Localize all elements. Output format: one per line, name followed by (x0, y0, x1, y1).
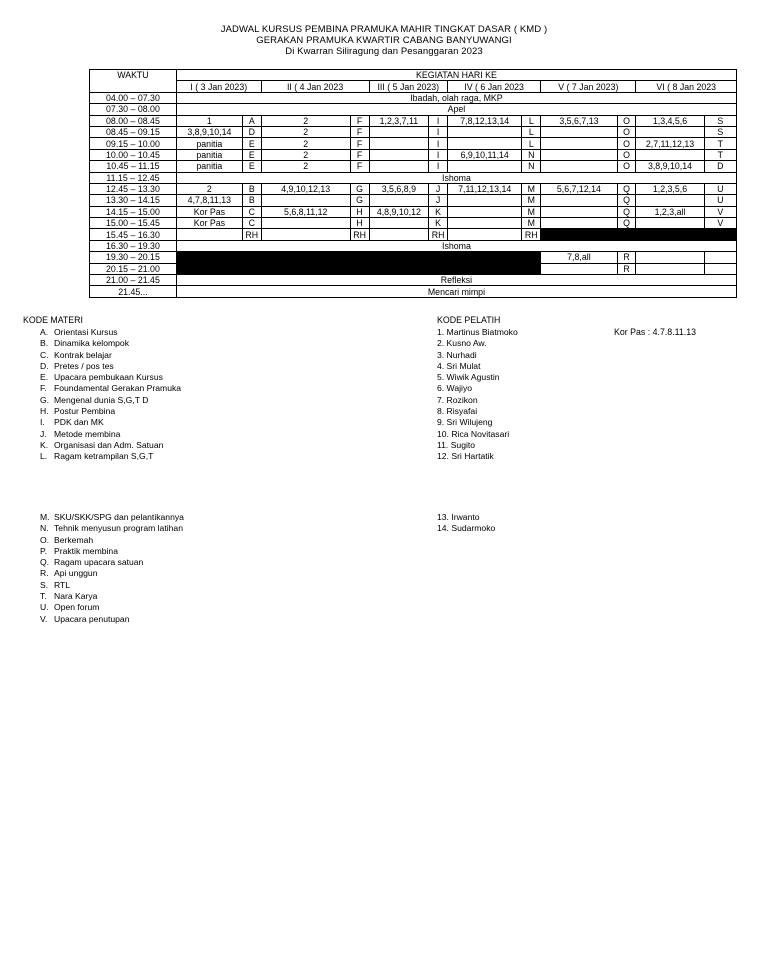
table-row (90, 104, 737, 115)
trainer-cell (448, 195, 522, 206)
materi-item (40, 350, 181, 361)
waktu-header: WAKTU (90, 70, 177, 93)
schedule-title-line1: JADWAL KURSUS PEMBINA PRAMUKA MAHIR TINGKAT DASAR ( KMD ) (220, 24, 548, 35)
materi-item (40, 614, 184, 625)
materi-code-cell: F (350, 149, 369, 160)
pelatih-item: 14. Sudarmoko (437, 523, 496, 534)
materi-item (40, 338, 181, 349)
materi-code-cell: O (617, 126, 636, 137)
materi-item (40, 383, 181, 394)
materi-label: Upacara pembukaan Kursus (54, 372, 163, 383)
trainer-cell: 2 (261, 161, 350, 172)
kode-materi-list (40, 327, 181, 463)
materi-label: Ragam ketrampilan S,G,T (54, 451, 154, 462)
materi-code-cell: O (617, 149, 636, 160)
materi-label: Api unggun (54, 568, 98, 579)
trainer-cell: 2 (176, 183, 242, 194)
time-cell: 15.00 – 15.45 (90, 218, 177, 229)
materi-item (40, 440, 181, 451)
table-day-row (90, 81, 737, 92)
table-row (90, 240, 737, 251)
materi-code-cell: T (704, 138, 736, 149)
materi-item (40, 568, 184, 579)
materi-code-cell: M (522, 183, 541, 194)
time-cell: 13.30 – 14.15 (90, 195, 177, 206)
time-cell: 10.45 – 11.15 (90, 161, 177, 172)
trainer-cell: 2 (261, 149, 350, 160)
table-row (90, 126, 737, 137)
trainer-cell (541, 218, 617, 229)
materi-label: Orientasi Kursus (54, 327, 118, 337)
materi-code-cell: O (617, 138, 636, 149)
pelatih-item: 5. Wiwik Agustin (437, 372, 500, 383)
materi-code: C. (40, 349, 49, 360)
trainer-cell: 2 (261, 138, 350, 149)
time-cell: 10.00 – 10.45 (90, 149, 177, 160)
trainer-cell (369, 161, 429, 172)
kegiatan-header: KEGIATAN HARI KE (176, 70, 736, 81)
table-row (90, 149, 737, 160)
materi-code-cell: F (350, 126, 369, 137)
materi-code: R. (40, 568, 49, 579)
materi-item (40, 602, 184, 613)
time-cell: 21.45... (90, 286, 177, 297)
materi-code-cell: H (350, 218, 369, 229)
materi-code: Q. (40, 557, 50, 568)
materi-label: Foundamental Gerakan Pramuka (54, 383, 182, 394)
table-row (90, 252, 737, 263)
materi-code: M. (40, 512, 50, 522)
materi-code-cell: RH (242, 229, 261, 240)
table-row (90, 195, 737, 206)
trainer-cell (369, 138, 429, 149)
trainer-cell (369, 195, 429, 206)
materi-code: V. (40, 613, 48, 624)
pelatih-item: 10. Rica Novitasari (437, 428, 510, 439)
table-row (90, 115, 737, 126)
trainer-cell (541, 161, 617, 172)
trainer-cell: 1,2,3,5,6 (636, 183, 704, 194)
materi-code-cell: M (522, 195, 541, 206)
materi-code-cell: Q (617, 206, 636, 217)
time-cell: 14.15 – 15.00 (90, 206, 177, 217)
blocked-cell (176, 252, 540, 263)
materi-code-cell: E (242, 149, 261, 160)
trainer-cell: 1,3,4,5,6 (636, 115, 704, 126)
materi-code-cell: I (429, 115, 448, 126)
materi-code: S. (40, 579, 49, 590)
materi-item (40, 361, 181, 372)
activity-span-cell: Apel (176, 104, 736, 115)
materi-code: U. (40, 602, 49, 613)
materi-code-cell: L (522, 138, 541, 149)
trainer-cell (636, 252, 704, 263)
trainer-cell: 4,9,10,12,13 (261, 183, 350, 194)
materi-code: P. (40, 545, 48, 556)
trainer-cell: Kor Pas (176, 218, 242, 229)
trainer-cell (261, 229, 350, 240)
trainer-cell (448, 218, 522, 229)
time-cell: 09.15 – 10.00 (90, 138, 177, 149)
schedule-table (89, 69, 737, 298)
table-row (90, 218, 737, 229)
trainer-cell: 4,7,8,11,13 (176, 195, 242, 206)
trainer-cell (448, 229, 522, 240)
kor-pas-note: Kor Pas : 4.7.8.11.13 (614, 327, 696, 337)
materi-code-cell: O (617, 115, 636, 126)
materi-item (40, 546, 184, 557)
kode-materi-list-2 (40, 512, 184, 625)
materi-item (40, 372, 181, 383)
materi-code-cell: C (242, 218, 261, 229)
materi-code-cell: RH (522, 229, 541, 240)
trainer-cell: panitia (176, 138, 242, 149)
materi-code-cell: A (242, 115, 261, 126)
materi-code: A. (40, 327, 49, 337)
activity-span-cell: Refleksi (176, 275, 736, 286)
materi-code: F. (40, 383, 47, 394)
materi-code: J. (40, 428, 47, 439)
trainer-cell: 1,2,3,7,11 (369, 115, 429, 126)
materi-code-cell: B (242, 183, 261, 194)
trainer-cell (636, 218, 704, 229)
trainer-cell (369, 229, 429, 240)
trainer-cell (541, 126, 617, 137)
materi-label: RTL (54, 579, 71, 590)
trainer-cell (261, 218, 350, 229)
pelatih-item: 13. Irwanto (437, 512, 480, 522)
materi-code-cell (704, 252, 736, 263)
materi-code: D. (40, 360, 49, 371)
materi-code-cell: G (350, 195, 369, 206)
trainer-cell: 2 (261, 115, 350, 126)
trainer-cell: 1,2,3,all (636, 206, 704, 217)
materi-label: Pretes / pos tes (54, 360, 114, 371)
materi-item (40, 327, 181, 338)
table-row (90, 229, 737, 240)
activity-span-cell: Ibadah, olah raga, MKP (176, 92, 736, 103)
materi-code-cell: T (704, 149, 736, 160)
trainer-cell: 3,8,9,10,14 (636, 161, 704, 172)
materi-code-cell: R (617, 263, 636, 274)
time-cell: 12.45 – 13.30 (90, 183, 177, 194)
materi-code-cell: I (429, 161, 448, 172)
time-cell: 16.30 – 19.30 (90, 240, 177, 251)
pelatih-item: 12. Sri Hartatik (437, 451, 494, 462)
trainer-cell (636, 263, 704, 274)
pelatih-item: 1. Martinus Biatmoko (437, 327, 518, 337)
materi-code-cell: S (704, 126, 736, 137)
materi-code-cell: V (704, 218, 736, 229)
materi-code-cell: D (704, 161, 736, 172)
trainer-cell: 5,6,8,11,12 (261, 206, 350, 217)
kode-materi-title: KODE MATERI (23, 315, 83, 325)
materi-label: Dinamika kelompok (54, 338, 129, 349)
trainer-cell (541, 206, 617, 217)
materi-code-cell: L (522, 115, 541, 126)
activity-span-cell: Mencari mimpi (176, 286, 736, 297)
materi-code-cell: C (242, 206, 261, 217)
trainer-cell (448, 161, 522, 172)
materi-code: N. (40, 523, 49, 534)
materi-code-cell: RH (429, 229, 448, 240)
materi-item (40, 591, 184, 602)
trainer-cell (448, 126, 522, 137)
trainer-cell: 4,8,9,10,12 (369, 206, 429, 217)
day-header: II ( 4 Jan 2023 (261, 81, 369, 92)
materi-code-cell: K (429, 206, 448, 217)
trainer-cell (541, 195, 617, 206)
table-row (90, 183, 737, 194)
materi-code: K. (40, 439, 49, 450)
materi-code-cell: B (242, 195, 261, 206)
trainer-cell (541, 138, 617, 149)
trainer-cell: 7,8,12,13,14 (448, 115, 522, 126)
table-header-row (90, 70, 737, 81)
materi-code-cell: Q (617, 195, 636, 206)
materi-code: G. (40, 394, 50, 405)
trainer-cell (261, 195, 350, 206)
trainer-cell (369, 218, 429, 229)
time-cell: 08.00 – 08.45 (90, 115, 177, 126)
materi-code-cell: G (350, 183, 369, 194)
pelatih-item: 6. Wajiyo (437, 383, 473, 394)
kode-pelatih-list (437, 327, 518, 463)
materi-code-cell: M (522, 206, 541, 217)
materi-code-cell: I (429, 126, 448, 137)
materi-code-cell: F (350, 115, 369, 126)
materi-code-cell: E (242, 138, 261, 149)
table-row (90, 138, 737, 149)
trainer-cell: 1 (176, 115, 242, 126)
pelatih-item: 4. Sri Mulat (437, 360, 481, 371)
trainer-cell (176, 229, 242, 240)
materi-label: Berkemah (54, 534, 94, 545)
trainer-cell (369, 126, 429, 137)
table-row (90, 206, 737, 217)
trainer-cell: 3,5,6,7,13 (541, 115, 617, 126)
materi-code-cell: Q (617, 183, 636, 194)
materi-code-cell: S (704, 115, 736, 126)
day-header: V ( 7 Jan 2023) (541, 81, 636, 92)
materi-code-cell: J (429, 195, 448, 206)
materi-code-cell: M (522, 218, 541, 229)
materi-item (40, 395, 181, 406)
materi-code-cell: H (350, 206, 369, 217)
materi-code: O. (40, 534, 50, 545)
trainer-cell: 2 (261, 126, 350, 137)
trainer-cell (448, 138, 522, 149)
materi-code-cell: F (350, 161, 369, 172)
materi-code-cell: L (522, 126, 541, 137)
materi-item (40, 535, 184, 546)
materi-label: Open forum (54, 602, 100, 613)
materi-label: Upacara penutupan (54, 613, 130, 624)
time-cell: 07.30 – 08.00 (90, 104, 177, 115)
materi-code: I. (40, 417, 45, 428)
materi-code-cell: R (617, 252, 636, 263)
materi-code: B. (40, 338, 49, 349)
materi-code-cell: E (242, 161, 261, 172)
table-row (90, 161, 737, 172)
materi-code: L. (40, 451, 48, 462)
materi-item (40, 557, 184, 568)
day-header: VI ( 8 Jan 2023 (636, 81, 737, 92)
materi-label: Organisasi dan Adm. Satuan (54, 439, 164, 450)
materi-label: Nara Karya (54, 591, 98, 602)
materi-code-cell (704, 263, 736, 274)
materi-code-cell: J (429, 183, 448, 194)
time-cell: 11.15 – 12.45 (90, 172, 177, 183)
materi-code: H. (40, 406, 49, 417)
time-cell: 04.00 – 07.30 (90, 92, 177, 103)
materi-label: Mengenal dunia S,G,T D (54, 394, 149, 405)
time-cell: 20.15 – 21.00 (90, 263, 177, 274)
table-row (90, 92, 737, 103)
time-cell: 15.45 – 16.30 (90, 229, 177, 240)
materi-item (40, 406, 181, 417)
kode-pelatih-title: KODE PELATIH (437, 315, 501, 325)
table-row (90, 172, 737, 183)
table-row (90, 263, 737, 274)
day-header: I ( 3 Jan 2023) (176, 81, 261, 92)
materi-code-cell: RH (350, 229, 369, 240)
blocked-cell (176, 263, 540, 274)
materi-label: PDK dan MK (54, 417, 104, 428)
trainer-cell: 3,5,6,8,9 (369, 183, 429, 194)
materi-label: Postur Pembina (54, 406, 116, 417)
materi-code-cell: U (704, 195, 736, 206)
trainer-cell: panitia (176, 161, 242, 172)
blocked-cell (541, 229, 737, 240)
trainer-cell: Kor Pas (176, 206, 242, 217)
materi-label: SKU/SKK/SPG dan pelantikannya (54, 512, 184, 522)
trainer-cell: 5,6,7,12,14 (541, 183, 617, 194)
materi-code-cell: D (242, 126, 261, 137)
materi-code-cell: I (429, 149, 448, 160)
time-cell: 21.00 – 21.45 (90, 275, 177, 286)
materi-code-cell: K (429, 218, 448, 229)
trainer-cell: panitia (176, 149, 242, 160)
materi-label: Kontrak belajar (54, 349, 112, 360)
table-row (90, 286, 737, 297)
trainer-cell: 7,11,12,13,14 (448, 183, 522, 194)
trainer-cell (541, 263, 617, 274)
materi-item (40, 523, 184, 534)
materi-code: T. (40, 591, 47, 602)
materi-label: Metode membina (54, 428, 121, 439)
pelatih-item: 9. Sri Wilujeng (437, 417, 493, 428)
trainer-cell (636, 195, 704, 206)
day-header: III ( 5 Jan 2023) (369, 81, 448, 92)
materi-code-cell: N (522, 149, 541, 160)
pelatih-item: 3. Nurhadi (437, 349, 477, 360)
trainer-cell (636, 149, 704, 160)
materi-item (40, 580, 184, 591)
materi-code-cell: U (704, 183, 736, 194)
materi-label: Tehnik menyusun program latihan (54, 523, 183, 534)
materi-item (40, 512, 184, 523)
pelatih-item: 2. Kusno Aw. (437, 338, 487, 349)
activity-span-cell: Ishoma (176, 172, 736, 183)
materi-code: E. (40, 372, 49, 383)
materi-item (40, 417, 181, 428)
schedule-title-line3: Di Kwarran Siliragung dan Pesanggaran 2023 (285, 46, 483, 57)
trainer-cell (541, 149, 617, 160)
trainer-cell: 3,8,9,10,14 (176, 126, 242, 137)
pelatih-item: 7. Rozikon (437, 394, 478, 405)
kode-pelatih-list-2 (437, 512, 495, 535)
trainer-cell (636, 126, 704, 137)
materi-label: Ragam upacara satuan (54, 557, 144, 568)
trainer-cell (448, 206, 522, 217)
pelatih-item: 11. Sugito (437, 439, 476, 450)
schedule-title-line2: GERAKAN PRAMUKA KWARTIR CABANG BANYUWANGI (256, 35, 512, 46)
table-row (90, 275, 737, 286)
materi-item (40, 451, 181, 462)
materi-code-cell: V (704, 206, 736, 217)
day-header: IV ( 6 Jan 2023 (448, 81, 541, 92)
pelatih-item: 8. Risyafai (437, 406, 478, 417)
time-cell: 08.45 – 09.15 (90, 126, 177, 137)
materi-code-cell: Q (617, 218, 636, 229)
trainer-cell: 2,7,11,12,13 (636, 138, 704, 149)
trainer-cell: 6,9,10,11,14 (448, 149, 522, 160)
trainer-cell (369, 149, 429, 160)
time-cell: 19.30 – 20.15 (90, 252, 177, 263)
materi-label: Praktik membina (54, 545, 118, 556)
activity-span-cell: Ishoma (176, 240, 736, 251)
materi-code-cell: I (429, 138, 448, 149)
materi-code-cell: F (350, 138, 369, 149)
trainer-cell: 7,8,all (541, 252, 617, 263)
materi-code-cell: N (522, 161, 541, 172)
materi-code-cell: O (617, 161, 636, 172)
materi-item (40, 429, 181, 440)
